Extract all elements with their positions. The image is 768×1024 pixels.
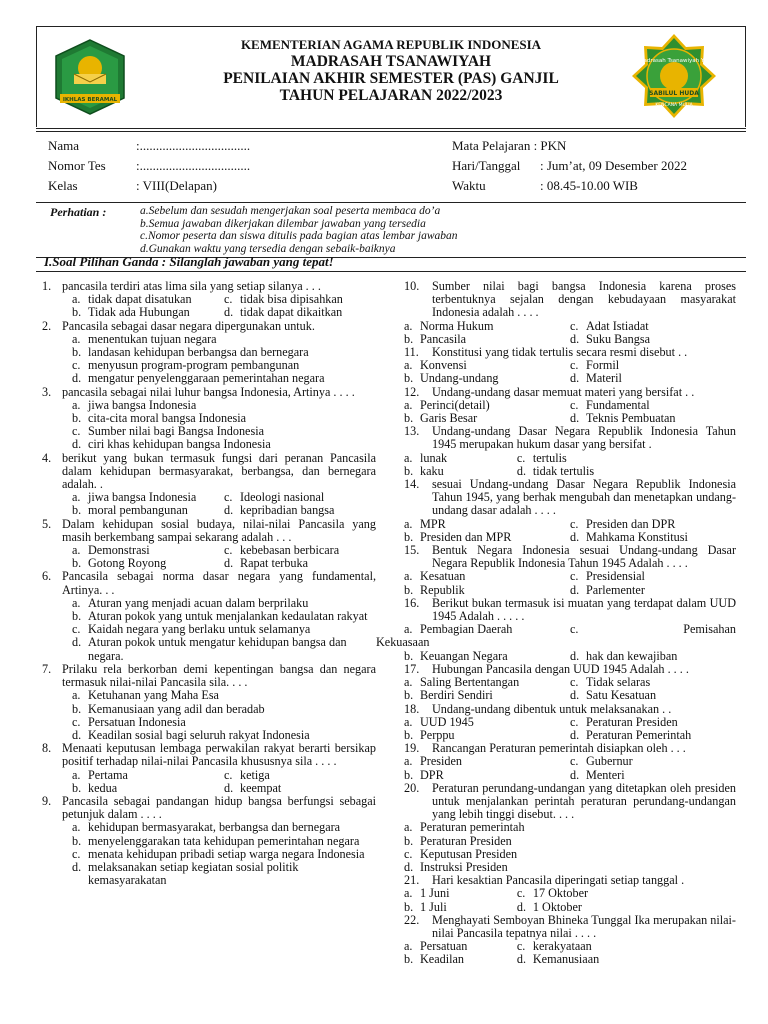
option-c[interactable]: c. Sumber nilai bagi Bangsa Indonesia bbox=[72, 424, 265, 439]
option-a[interactable]: a. Kesatuan bbox=[404, 569, 466, 584]
option-a[interactable]: a. jiwa bangsa Indonesia bbox=[72, 490, 197, 505]
option-a[interactable]: a. Ketuhanan yang Maha Esa bbox=[72, 688, 219, 703]
mapel-label: Mata Pelajaran : PKN bbox=[452, 138, 567, 153]
option-c[interactable]: c. Fundamental bbox=[570, 397, 650, 412]
question-text: sesuai Undang-undang Dasar Negara Republik Indonesia Tahun 1945, yang berhak mengubah dan menetapkan undang-undang dasar adalah . . . . bbox=[432, 477, 736, 518]
header-rule-thin bbox=[36, 131, 746, 132]
option-d[interactable]: d. Aturan pokok untuk mengatur kehidupan bangsa dan negara. bbox=[72, 635, 347, 663]
question-4: 4. berikut yang bukan termasuk fungsi dari peranan Pancasila dalam kehidupan bermasyarakat, berbangsa, dan bernegara adalah. . a. jiwa bangsa Indonesia c. Ideologi nasional b. moral pembangunan d. kepribadian bangsa bbox=[42, 450, 376, 518]
option-a[interactable]: a. Peraturan pemerintah bbox=[404, 820, 525, 835]
kemenag-logo bbox=[50, 38, 130, 116]
question-19: 19. Rancangan Peraturan pemerintah disiapkan oleh . . . a. Presiden c. Gubernur b. DPR d. Menteri bbox=[404, 742, 736, 782]
option-c[interactable]: c. tidak bisa dipisahkan bbox=[224, 292, 343, 307]
option-b[interactable]: b. Berdiri Sendiri bbox=[404, 688, 493, 703]
instructions-box bbox=[36, 202, 746, 258]
option-c[interactable]: c. Presiden dan DPR bbox=[570, 516, 676, 531]
waktu-value: : 08.45-10.00 WIB bbox=[540, 178, 638, 193]
school-logo-top: Madrasah Tsanawiyah YPI bbox=[638, 58, 710, 64]
option-b[interactable]: b. Garis Besar bbox=[404, 411, 478, 426]
option-b[interactable]: b. moral pembangunan bbox=[72, 503, 188, 518]
option-c[interactable]: c. tertulis bbox=[516, 450, 567, 465]
option-a[interactable]: a. Aturan yang menjadi acuan dalam berprilaku bbox=[72, 595, 309, 610]
option-b[interactable]: b. cita-cita moral bangsa Indonesia bbox=[72, 411, 247, 426]
question-18: 18. Undang-undang dibentuk untuk melaksanakan . . a. UUD 1945 c. Peraturan Presiden b. Perppu d. Peraturan Pemerintah bbox=[404, 703, 736, 743]
option-c[interactable]: c. Kaidah negara yang berlaku untuk selamanya bbox=[72, 622, 311, 637]
question-14: 14. sesuai Undang-undang Dasar Negara Republik Indonesia Tahun 1945, yang berhak mengubah dan menetapkan undang-undang dasar adalah . . . . a. MPR c. Presiden dan DPR b. Presiden dan MPR d. Mahkama Konstitusi bbox=[404, 477, 736, 544]
question-22: 22. Menghayati Semboyan Bhineka Tunggal Ika merupakan nilai-nilai Pancasila tepatnya nilai . . . . a. Persatuan c. kerakyataan b. Keadilan d. Kemanusiaan bbox=[404, 912, 736, 967]
option-d[interactable]: d. Suku Bangsa bbox=[570, 331, 650, 346]
option-a[interactable]: a. UUD 1945 bbox=[404, 714, 474, 729]
question-text: Bentuk Negara Indonesia sesuai Undang-undang Dasar Negara Republik Indonesia Tahun 1945 Adalah . . . . bbox=[432, 543, 736, 571]
option-c[interactable]: c. Persatuan Indonesia bbox=[72, 714, 186, 729]
option-d[interactable]: d. tidak tertulis bbox=[516, 463, 595, 478]
option-c[interactable]: c. ketiga bbox=[224, 767, 270, 782]
instruction-c: c.Nomor peserta dan siswa ditulis pada bagian atas lembar jawaban bbox=[140, 230, 458, 242]
question-11: 11. Konstitusi yang tidak tertulis secara resmi disebut . . a. Konvensi c. Formil b. Undang-undang d. Materil bbox=[404, 346, 736, 386]
option-b[interactable]: b. kaku bbox=[404, 463, 444, 478]
option-b[interactable]: b. Pancasila bbox=[404, 331, 467, 346]
option-b[interactable]: b. Perppu bbox=[404, 727, 455, 742]
question-text: Menaati keputusan lembaga perwakilan rakyat berarti bersikap positif terhadap nilai-nilai Pancasila khususnya sila . . . . bbox=[62, 741, 376, 769]
waktu-label: Waktu bbox=[452, 178, 486, 193]
option-b[interactable]: b. Aturan pokok yang untuk menjalankan kedaulatan rakyat bbox=[72, 609, 368, 624]
option-a[interactable]: a. Demonstrasi bbox=[72, 543, 150, 558]
header-rule-thick bbox=[36, 128, 746, 129]
option-c[interactable]: c. menata kehidupan pribadi setiap warga negara Indonesia bbox=[72, 846, 365, 861]
nomor-label: Nomor Tes bbox=[48, 158, 106, 173]
option-a[interactable]: a. MPR bbox=[404, 516, 446, 531]
option-d[interactable]: d. Parlementer bbox=[570, 582, 645, 597]
option-c[interactable]: c. Peraturan Presiden bbox=[570, 714, 678, 729]
header-school: MADRASAH TSANAWIYAH bbox=[290, 53, 492, 70]
section-rule bbox=[36, 271, 746, 272]
nama-label: Nama bbox=[48, 138, 80, 153]
option-c[interactable]: c. menyusun program-program pembangunan bbox=[72, 358, 300, 373]
option-a[interactable]: a. Saling Bertentangan bbox=[404, 675, 520, 690]
question-17: 17. Hubungan Pancasila dengan UUD 1945 Adalah . . . . a. Saling Bertentangan c. Tidak selaras b. Berdiri Sendiri d. Satu Kesatuan bbox=[404, 663, 736, 703]
hari-label: Hari/Tanggal bbox=[452, 158, 521, 173]
option-d[interactable]: d. Instruksi Presiden bbox=[404, 859, 508, 874]
option-a[interactable]: a. menentukan tujuan negara bbox=[72, 331, 217, 346]
questions-left-column bbox=[42, 280, 376, 887]
question-21: 21. Hari kesaktian Pancasila diperingati setiap tanggal . a. 1 Juni c. 17 Oktober b. 1 Juli d. 1 Oktober bbox=[404, 874, 736, 914]
question-6: 6. Pancasila sebagai norma dasar negara yang fundamental, Artinya. . . a. Aturan yang menjadi acuan dalam berprilaku b. Aturan pokok yang untuk menjalankan kedaulatan rakyat c. Kaidah negara yang berlaku untuk selamanya d. Aturan pokok untuk mengatur kehidupan bangsa dan negara. bbox=[42, 569, 376, 663]
exam-page bbox=[36, 26, 746, 1016]
question-text: Undang-undang Dasar Negara Republik Indonesia Tahun 1945 merupakan hukum dasar yang bersifat . bbox=[432, 424, 736, 452]
question-5: 5. Dalam kehidupan sosial budaya, nilai-nilai Pancasila yang masih berkembang sampai sekarang adalah . . . a. Demonstrasi c. kebebasan berbicara b. Gotong Royong d. Rapat terbuka bbox=[42, 516, 376, 571]
question-text: Menghayati Semboyan Bhineka Tunggal Ika merupakan nilai-nilai Pancasila tepatnya nilai . . . . bbox=[432, 912, 736, 940]
school-logo-mid: SABILUL HUDA bbox=[649, 90, 699, 97]
option-c[interactable]: c. kerakyataan bbox=[516, 939, 592, 954]
instruction-b: b.Semua jawaban dikerjakan dilembar jawaban yang tersedia bbox=[140, 217, 426, 230]
option-d[interactable]: d. Peraturan Pemerintah bbox=[570, 727, 692, 742]
option-a[interactable]: a. Presiden bbox=[404, 754, 462, 769]
question-1 bbox=[42, 280, 376, 320]
question-text: Berikut bukan termasuk isi muatan yang terdapat dalam UUD 1945 Adalah . . . . . bbox=[432, 595, 736, 624]
option-d[interactable]: d. Menteri bbox=[570, 767, 625, 782]
option-a[interactable]: a. Pertama bbox=[72, 767, 128, 782]
option-a[interactable]: a. 1 Juni bbox=[404, 886, 450, 901]
option-a[interactable]: a. tidak dapat disatukan bbox=[72, 292, 192, 307]
option-c[interactable]: c. Adat Istiadat bbox=[570, 318, 649, 333]
kemenag-logo-banner: IKHLAS BERAMAL bbox=[62, 97, 118, 103]
option-b[interactable]: b. Peraturan Presiden bbox=[404, 833, 512, 848]
option-c[interactable]: c. Ideologi nasional bbox=[224, 490, 325, 505]
question-3: 3. pancasila sebagai nilai luhur bangsa Indonesia, Artinya . . . . a. jiwa bangsa Indonesia b. cita-cita moral bangsa Indonesia c. Sumber nilai bagi Bangsa Indonesia d. ciri khas kehidupan bangsa Indonesia bbox=[42, 386, 376, 452]
option-a[interactable]: a. kehidupan bermasyarakat, berbangsa dan bernegara bbox=[72, 820, 341, 835]
option-d[interactable]: d. Satu Kesatuan bbox=[570, 688, 657, 703]
option-d[interactable]: d. tidak dapat dikaitkan bbox=[224, 305, 343, 320]
option-b[interactable]: b. DPR bbox=[404, 767, 444, 782]
nomor-field[interactable]: :.................................. bbox=[136, 158, 251, 173]
question-text: Undang-undang dasar memuat materi yang bersifat . . bbox=[432, 384, 695, 399]
option-b[interactable]: b. Presiden dan MPR bbox=[404, 529, 512, 544]
option-c-continued: Kekuasaan bbox=[376, 635, 430, 650]
option-c[interactable]: c. 17 Oktober bbox=[516, 886, 589, 901]
option-d[interactable]: d. kepribadian bangsa bbox=[224, 503, 335, 518]
option-c[interactable]: c. Presidensial bbox=[570, 569, 645, 584]
option-b[interactable]: b. Undang-undang bbox=[404, 371, 499, 386]
question-text: Prilaku rela berkorban demi kepentingan bangsa dan negara termasuk nilai-nilai Pancasila sila. . . . bbox=[62, 661, 376, 690]
question-10: 10. Sumber nilai bagi bangsa Indonesia karena proses terbentuknya sejalan dengan kebudayaan masyarakat Indonesia adalah . . . . a. Norma Hukum c. Adat Istiadat b. Pancasila d. Suku Bangsa bbox=[404, 279, 736, 346]
question-text: Undang-undang dibentuk untuk melaksanakan . . bbox=[432, 701, 672, 716]
option-b[interactable]: b. Republik bbox=[404, 582, 465, 597]
question-text: Hubungan Pancasila dengan UUD 1945 Adalah . . . . bbox=[432, 661, 689, 676]
questions-right-column bbox=[376, 279, 736, 967]
question-text: Pancasila sebagai norma dasar negara yang fundamental, Artinya. . . bbox=[62, 569, 376, 597]
option-d[interactable]: d. Teknis Pembuatan bbox=[570, 411, 676, 426]
option-a[interactable]: a. jiwa bangsa Indonesia bbox=[72, 397, 197, 412]
option-c[interactable]: c. Pemisahan bbox=[570, 622, 736, 637]
option-c[interactable]: c. Gubernur bbox=[570, 754, 633, 769]
school-logo-bottom: KENCANA MULIA bbox=[655, 103, 693, 108]
instruction-a: a.Sebelum dan sesudah mengerjakan soal peserta membaca do’a bbox=[140, 205, 441, 217]
question-text: Rancangan Peraturan pemerintah disiapkan oleh . . . bbox=[432, 741, 686, 756]
option-c[interactable]: c. kebebasan berbicara bbox=[224, 543, 340, 558]
option-b[interactable]: b. 1 Juli bbox=[404, 899, 447, 914]
option-b[interactable]: b. Gotong Royong bbox=[72, 556, 167, 571]
question-13: 13. Undang-undang Dasar Negara Republik Indonesia Tahun 1945 merupakan hukum dasar yang bersifat . a. lunak c. tertulis b. kaku d. tidak tertulis bbox=[404, 424, 736, 478]
question-text: Konstitusi yang tidak tertulis secara resmi disebut . . bbox=[432, 345, 688, 360]
question-number: 1. bbox=[42, 279, 52, 293]
option-d[interactable]: d. melaksanakan setiap kegiatan sosial politik kemasyarakatan bbox=[72, 859, 299, 888]
option-a[interactable]: a. Persatuan bbox=[404, 939, 468, 954]
question-text: Sumber nilai bagi bangsa Indonesia karena proses terbentuknya sejalan dengan kebudayaan masyarakat Indonesia adalah . . . . bbox=[432, 279, 736, 320]
option-a[interactable]: a. lunak bbox=[404, 450, 448, 465]
question-15: 15. Bentuk Negara Indonesia sesuai Undang-undang Dasar Negara Republik Indonesia Tahun 1945 Adalah . . . . a. Kesatuan c. Presidensial b. Republik d. Parlementer bbox=[404, 543, 736, 597]
question-9: 9. Pancasila sebagai pandangan hidup bangsa berfungsi sebagai petunjuk dalam . . . . a. kehidupan bermasyarakat, berbangsa dan bernegara b. menyelenggarakan tata kehidupan pemerintahan negara c. menata kehidupan pribadi setiap warga negara Indonesia d. melaksanakan setiap kegiatan sosial politik kemasyarakatan bbox=[42, 793, 376, 888]
section-title: I.Soal Pilihan Ganda : Silanglah jawaban yang tepat! bbox=[44, 254, 334, 269]
option-b[interactable]: b. Keuangan Negara bbox=[404, 648, 508, 663]
question-text: Hari kesaktian Pancasila diperingati setiap tanggal . bbox=[432, 873, 685, 888]
option-c[interactable]: c. Formil bbox=[570, 358, 620, 373]
option-b[interactable]: b. Keadilan bbox=[404, 952, 464, 967]
nama-field[interactable]: :.................................. bbox=[136, 138, 251, 153]
kelas-value: : VIII(Delapan) bbox=[136, 178, 217, 193]
option-d[interactable]: d. Rapat terbuka bbox=[224, 556, 309, 571]
option-d[interactable]: d. 1 Oktober bbox=[516, 899, 582, 914]
option-d[interactable]: d. keempat bbox=[224, 780, 282, 795]
question-text: Pancasila sebagai pandangan hidup bangsa berfungsi sebagai petunjuk dalam . . . . bbox=[62, 793, 376, 822]
option-d[interactable]: d. Mahkama Konstitusi bbox=[570, 529, 688, 544]
option-b[interactable]: b. menyelenggarakan tata kehidupan pemerintahan negara bbox=[72, 833, 360, 848]
question-text: berikut yang bukan termasuk fungsi dari peranan Pancasila dalam kehidupan bermasyarakat, berbangsa, dan bernegara adalah. . bbox=[62, 450, 376, 492]
question-12: 12. Undang-undang dasar memuat materi yang bersifat . . a. Perinci(detail) c. Fundamental b. Garis Besar d. Teknis Pembuatan bbox=[404, 386, 736, 426]
question-text: Peraturan perundang-undangan yang ditetapkan oleh presiden untuk menjalankan perintah peraturan perundang-undangan yang lebih tinggi disebut. . . . bbox=[432, 780, 736, 822]
header-ministry: KEMENTERIAN AGAMA REPUBLIK INDONESIA bbox=[240, 37, 542, 52]
option-b[interactable]: b. landasan kehidupan berbangsa dan bernegara bbox=[72, 345, 309, 360]
instructions-label: Perhatian : bbox=[50, 205, 107, 219]
header-title-block bbox=[126, 36, 656, 104]
question-2: 2. Pancasila sebagai dasar negara dipergunakan untuk. a. menentukan tujuan negara b. landasan kehidupan berbangsa dan bernegara c. menyusun program-program pembangunan d. mengatur penyelenggaraan pemerintahan negara bbox=[42, 320, 376, 386]
student-info bbox=[48, 138, 748, 198]
question-7: 7. Prilaku rela berkorban demi kepentingan bangsa dan negara termasuk nilai-nilai Pancasila sila. . . . a. Ketuhanan yang Maha Esa b. Kemanusiaan yang adil dan beradab c. Persatuan Indonesia d. Keadilan sosial bagi seluruh rakyat Indonesia bbox=[42, 661, 376, 742]
option-b[interactable]: b. Tidak ada Hubungan bbox=[72, 305, 190, 320]
option-a[interactable]: a. Perinci(detail) bbox=[404, 397, 490, 412]
option-a[interactable]: a. Konvensi bbox=[404, 358, 467, 373]
question-text: Dalam kehidupan sosial budaya, nilai-nilai Pancasila yang masih berkembang sampai sekarang adalah . . . bbox=[62, 516, 376, 544]
option-d[interactable]: d. Kemanusiaan bbox=[516, 952, 600, 967]
option-d[interactable]: d. mengatur penyelenggaraan pemerintahan negara bbox=[72, 371, 325, 386]
hari-value: : Jum’at, 09 Desember 2022 bbox=[540, 158, 687, 173]
option-c[interactable]: c. Tidak selaras bbox=[570, 675, 651, 690]
option-d[interactable]: d. ciri khas kehidupan bangsa Indonesia bbox=[72, 437, 271, 452]
instruction-d: d.Gunakan waktu yang tersedia dengan sebaik-baiknya bbox=[140, 242, 396, 255]
question-text: pancasila sebagai nilai luhur bangsa Indonesia, Artinya . . . . bbox=[62, 384, 355, 399]
option-d[interactable]: d. Keadilan sosial bagi seluruh rakyat Indonesia bbox=[72, 727, 310, 742]
header-exam: PENILAIAN AKHIR SEMESTER (PAS) GANJIL bbox=[223, 70, 559, 87]
question-text: pancasila terdiri atas lima sila yang setiap silanya . . . bbox=[62, 279, 321, 293]
question-20: 20. Peraturan perundang-undangan yang ditetapkan oleh presiden untuk menjalankan perintah peraturan perundang-undangan yang lebih tinggi disebut. . . . a. Peraturan pemerintah b. Peraturan Presiden c. Keputusan Presiden d. Instruksi Presiden bbox=[404, 780, 736, 874]
option-b[interactable]: b. Kemanusiaan yang adil dan beradab bbox=[72, 701, 265, 716]
header-year: TAHUN PELAJARAN 2022/2023 bbox=[279, 87, 503, 104]
question-text: Pancasila sebagai dasar negara dipergunakan untuk. bbox=[62, 318, 315, 333]
kelas-label: Kelas bbox=[48, 178, 78, 193]
option-a[interactable]: a. Pembagian Daerah bbox=[404, 622, 513, 637]
school-logo bbox=[630, 32, 718, 120]
question-8: 8. Menaati keputusan lembaga perwakilan rakyat berarti bersikap positif terhadap nilai-nilai Pancasila khususnya sila . . . . a. Pertama c. ketiga b. kedua d. keempat bbox=[42, 741, 376, 795]
option-c[interactable]: c. Keputusan Presiden bbox=[404, 846, 518, 861]
option-d[interactable]: d. hak dan kewajiban bbox=[570, 648, 678, 663]
option-b[interactable]: b. kedua bbox=[72, 780, 118, 795]
option-a[interactable]: a. Norma Hukum bbox=[404, 318, 494, 333]
option-d[interactable]: d. Materil bbox=[570, 371, 622, 386]
question-16: 16. Berikut bukan termasuk isi muatan yang terdapat dalam UUD 1945 Adalah . . . . . a. Pembagian Daerah c. Pemisahan Kekuasaan b. Keuangan Negara d. hak dan kewajiban bbox=[376, 595, 736, 663]
